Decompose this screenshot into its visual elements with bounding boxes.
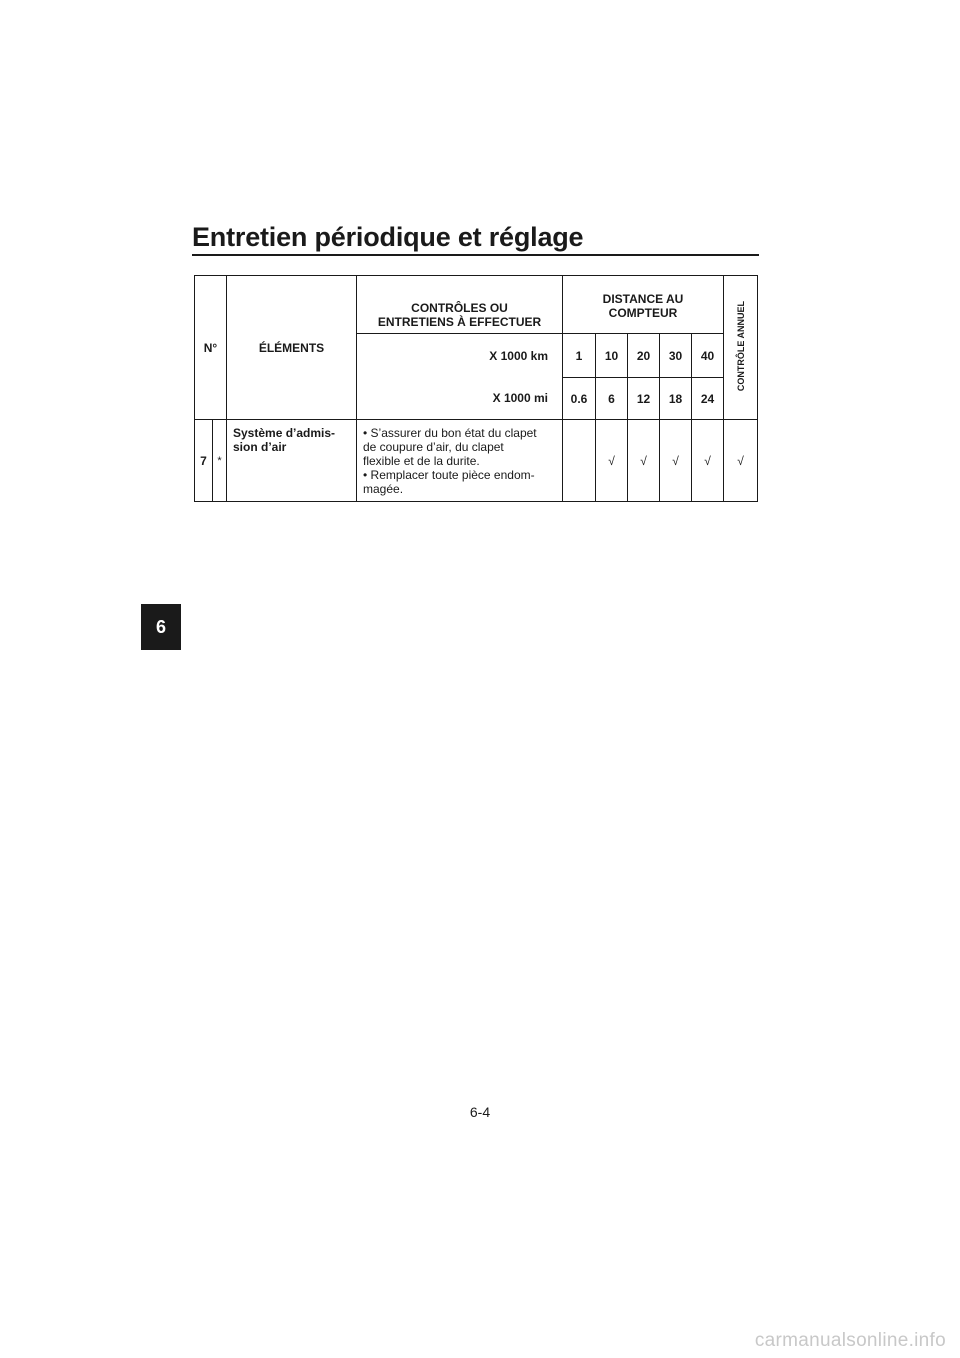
unit-km-label: X 1000 km xyxy=(357,334,563,378)
row-star: * xyxy=(213,420,227,502)
km-cell: 30 xyxy=(660,334,692,378)
mi-cell: 18 xyxy=(660,378,692,420)
header-distance xyxy=(563,276,724,334)
check-cell xyxy=(563,420,596,502)
title-rule xyxy=(192,254,759,256)
mi-cell: 12 xyxy=(628,378,660,420)
check-cell: √ xyxy=(596,420,628,502)
page-title: Entretien périodique et réglage xyxy=(192,222,584,252)
row-item-line2: sion d’air xyxy=(233,440,287,454)
km-cell: 40 xyxy=(692,334,724,378)
task-line: magée. xyxy=(363,482,404,496)
header-annual xyxy=(724,276,758,420)
task-item xyxy=(363,468,558,496)
maintenance-table xyxy=(194,275,758,502)
row-item xyxy=(227,420,357,502)
task-line: de coupure d’air, du clapet xyxy=(363,440,504,454)
header-distance-line1: DISTANCE AU xyxy=(602,292,684,306)
task-line: • S’assurer du bon état du clapet xyxy=(363,426,537,440)
unit-mi-label: X 1000 mi xyxy=(357,378,563,420)
header-items: ÉLÉMENTS xyxy=(227,276,357,420)
check-cell: √ xyxy=(660,420,692,502)
check-cell: √ xyxy=(692,420,724,502)
header-no: N° xyxy=(195,276,227,420)
km-cell: 20 xyxy=(628,334,660,378)
watermark: carmanualsonline.info xyxy=(754,1330,946,1351)
km-cell: 1 xyxy=(563,334,596,378)
task-line: • Remplacer toute pièce endom- xyxy=(363,468,535,482)
mi-cell: 0.6 xyxy=(563,378,596,420)
table-row xyxy=(195,420,758,502)
header-tasks-line1: CONTRÔLES OU xyxy=(411,301,508,315)
check-cell: √ xyxy=(628,420,660,502)
km-cell: 10 xyxy=(596,334,628,378)
header-tasks xyxy=(357,276,563,334)
row-tasks xyxy=(357,420,563,502)
mi-cell: 24 xyxy=(692,378,724,420)
header-distance-line2: COMPTEUR xyxy=(608,306,678,320)
mi-cell: 6 xyxy=(596,378,628,420)
row-number: 7 xyxy=(195,420,213,502)
task-line: flexible et de la durite. xyxy=(363,454,480,468)
check-cell: √ xyxy=(724,420,758,502)
row-item-line1: Système d’admis- xyxy=(233,426,336,440)
chapter-tab: 6 xyxy=(141,604,181,650)
header-tasks-line2: ENTRETIENS À EFFECTUER xyxy=(377,315,542,329)
task-item xyxy=(363,426,558,468)
page-number: 6-4 xyxy=(469,1104,491,1120)
header-annual-label: CONTRÔLE ANNUEL xyxy=(735,300,746,392)
